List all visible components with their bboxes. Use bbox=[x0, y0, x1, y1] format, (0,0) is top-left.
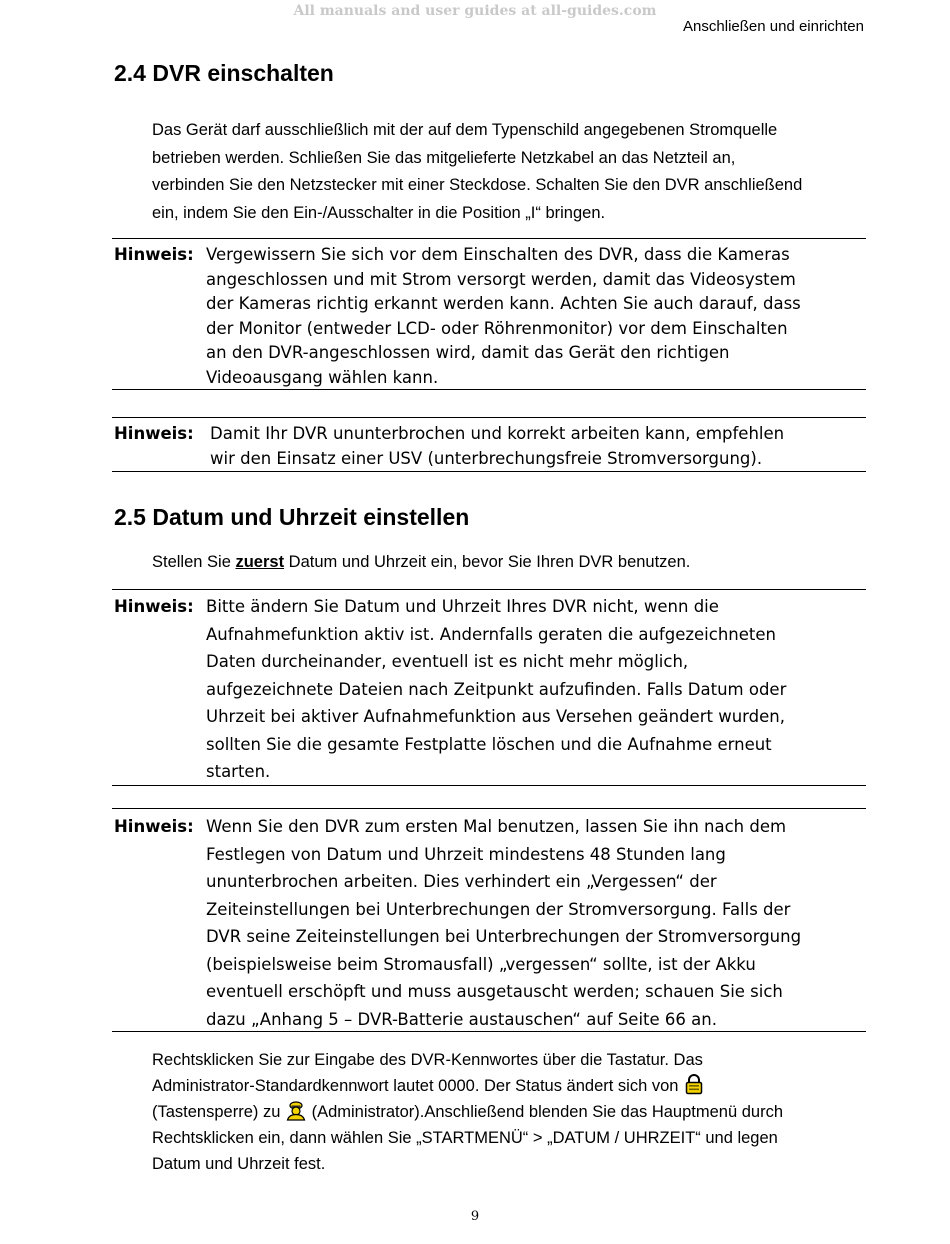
paragraph-line bbox=[152, 1099, 872, 1125]
administrator-icon bbox=[285, 1099, 307, 1121]
note-divider-bottom bbox=[112, 785, 866, 786]
note-line: ununterbrochen arbeiten. Dies verhindert ein „Vergessen“ der bbox=[206, 872, 717, 891]
note-4-text bbox=[206, 813, 874, 1033]
note-2-text bbox=[210, 422, 878, 471]
note-line: Aufnahmefunktion aktiv ist. Andernfalls geraten die aufgezeichneten bbox=[206, 624, 776, 644]
paragraph-line: Rechtsklicken ein, dann wählen Sie „STARTMENÜ“ > „DATUM / UHRZEIT“ und legen bbox=[152, 1129, 778, 1147]
note-label: Hinweis: bbox=[114, 245, 194, 264]
note-line: Bitte ändern Sie Datum und Uhrzeit Ihres DVR nicht, wenn die bbox=[206, 597, 719, 616]
emphasis-text: zuerst bbox=[235, 553, 285, 571]
note-3-text bbox=[206, 593, 874, 786]
note-line: eventuell erschöpft und muss ausgetauscht werden; schauen Sie sich bbox=[206, 982, 783, 1001]
note-divider-bottom bbox=[112, 471, 866, 472]
note-line: aufgezeichnete Dateien nach Zeitpunkt aufzufinden. Falls Datum oder bbox=[206, 679, 787, 699]
section-2-5-intro bbox=[152, 551, 872, 573]
note-line: starten. bbox=[206, 762, 271, 781]
note-line: Vergewissern Sie sich vor dem Einschalten des DVR, dass die Kameras bbox=[206, 245, 790, 264]
password-paragraph bbox=[152, 1047, 872, 1177]
running-head: Anschließen und einrichten bbox=[683, 18, 864, 35]
paragraph-text: Administrator-Standardkennwort lautet 0000. Der Status ändert sich von bbox=[152, 1077, 679, 1095]
section-heading-2-4: 2.4 DVR einschalten bbox=[114, 60, 334, 86]
page-number: 9 bbox=[470, 1209, 480, 1224]
note-line: dazu „Anhang 5 – DVR-Batterie austauschen“ auf Seite 66 an. bbox=[206, 1009, 717, 1029]
section-heading-2-5: 2.5 Datum und Uhrzeit einstellen bbox=[114, 504, 470, 530]
note-line: an den DVR-angeschlossen wird, damit das Gerät den richtigen bbox=[206, 343, 730, 362]
note-line: DVR seine Zeiteinstellungen bei Unterbrechungen der Stromversorgung bbox=[206, 927, 802, 946]
paragraph-line: Rechtsklicken Sie zur Eingabe des DVR-Kennwortes über die Tastatur. Das bbox=[152, 1051, 703, 1069]
note-label: Hinweis: bbox=[114, 424, 194, 443]
lock-icon bbox=[683, 1073, 705, 1095]
paragraph-line: betrieben werden. Schließen Sie das mitgelieferte Netzkabel an das Netzteil an, bbox=[152, 148, 736, 167]
note-divider-top bbox=[112, 238, 866, 239]
note-1-text bbox=[206, 243, 874, 390]
note-line: angeschlossen und mit Strom versorgt werden, damit das Videosystem bbox=[206, 269, 796, 289]
paragraph-text: (Tastensperre) zu bbox=[152, 1103, 281, 1121]
note-label: Hinweis: bbox=[114, 597, 194, 616]
note-divider-top bbox=[112, 417, 866, 418]
note-divider-top bbox=[112, 808, 866, 809]
paragraph-line: verbinden Sie den Netzstecker mit einer Steckdose. Schalten Sie den DVR anschließend bbox=[152, 176, 803, 194]
paragraph-line: ein, indem Sie den Ein-/Ausschalter in die Position „I“ bringen. bbox=[152, 203, 606, 222]
note-line: sollten Sie die gesamte Festplatte löschen und die Aufnahme erneut bbox=[206, 734, 772, 754]
watermark: All manuals and user guides at all-guides.com bbox=[293, 3, 657, 19]
note-line: Zeiteinstellungen bei Unterbrechungen der Stromversorgung. Falls der bbox=[206, 899, 791, 919]
note-line: Uhrzeit bei aktiver Aufnahmefunktion aus Versehen geändert wurden, bbox=[206, 707, 785, 726]
note-line: (beispielsweise beim Stromausfall) „vergessen“ sollte, ist der Akku bbox=[206, 954, 756, 974]
paragraph-line bbox=[152, 1073, 872, 1099]
note-divider-top bbox=[112, 589, 866, 590]
note-label: Hinweis: bbox=[114, 817, 194, 836]
paragraph-text: (Administrator).Anschließend blenden Sie das Hauptmenü durch bbox=[311, 1103, 783, 1121]
paragraph-line: Das Gerät darf ausschließlich mit der auf dem Typenschild angegebenen Stromquelle bbox=[152, 121, 778, 139]
note-line: der Kameras richtig erkannt werden kann. Achten Sie auch darauf, dass bbox=[206, 294, 801, 313]
note-line: der Monitor (entweder LCD- oder Röhrenmonitor) vor dem Einschalten bbox=[206, 318, 788, 338]
note-line: Daten durcheinander, eventuell ist es nicht mehr möglich, bbox=[206, 652, 689, 671]
note-divider-bottom bbox=[112, 1031, 866, 1032]
intro-text: Stellen Sie bbox=[152, 553, 236, 571]
section-2-4-paragraph bbox=[152, 117, 872, 227]
paragraph-line: Datum und Uhrzeit fest. bbox=[152, 1155, 326, 1173]
note-line: Wenn Sie den DVR zum ersten Mal benutzen, lassen Sie ihn nach dem bbox=[206, 817, 787, 836]
note-divider-bottom bbox=[112, 389, 866, 390]
note-line: Damit Ihr DVR ununterbrochen und korrekt arbeiten kann, empfehlen bbox=[210, 424, 785, 443]
note-line: wir den Einsatz einer USV (unterbrechungsfreie Stromversorgung). bbox=[210, 448, 763, 468]
intro-text: Datum und Uhrzeit ein, bevor Sie Ihren DVR benutzen. bbox=[284, 553, 691, 571]
note-line: Videoausgang wählen kann. bbox=[206, 367, 439, 387]
note-line: Festlegen von Datum und Uhrzeit mindestens 48 Stunden lang bbox=[206, 844, 726, 864]
